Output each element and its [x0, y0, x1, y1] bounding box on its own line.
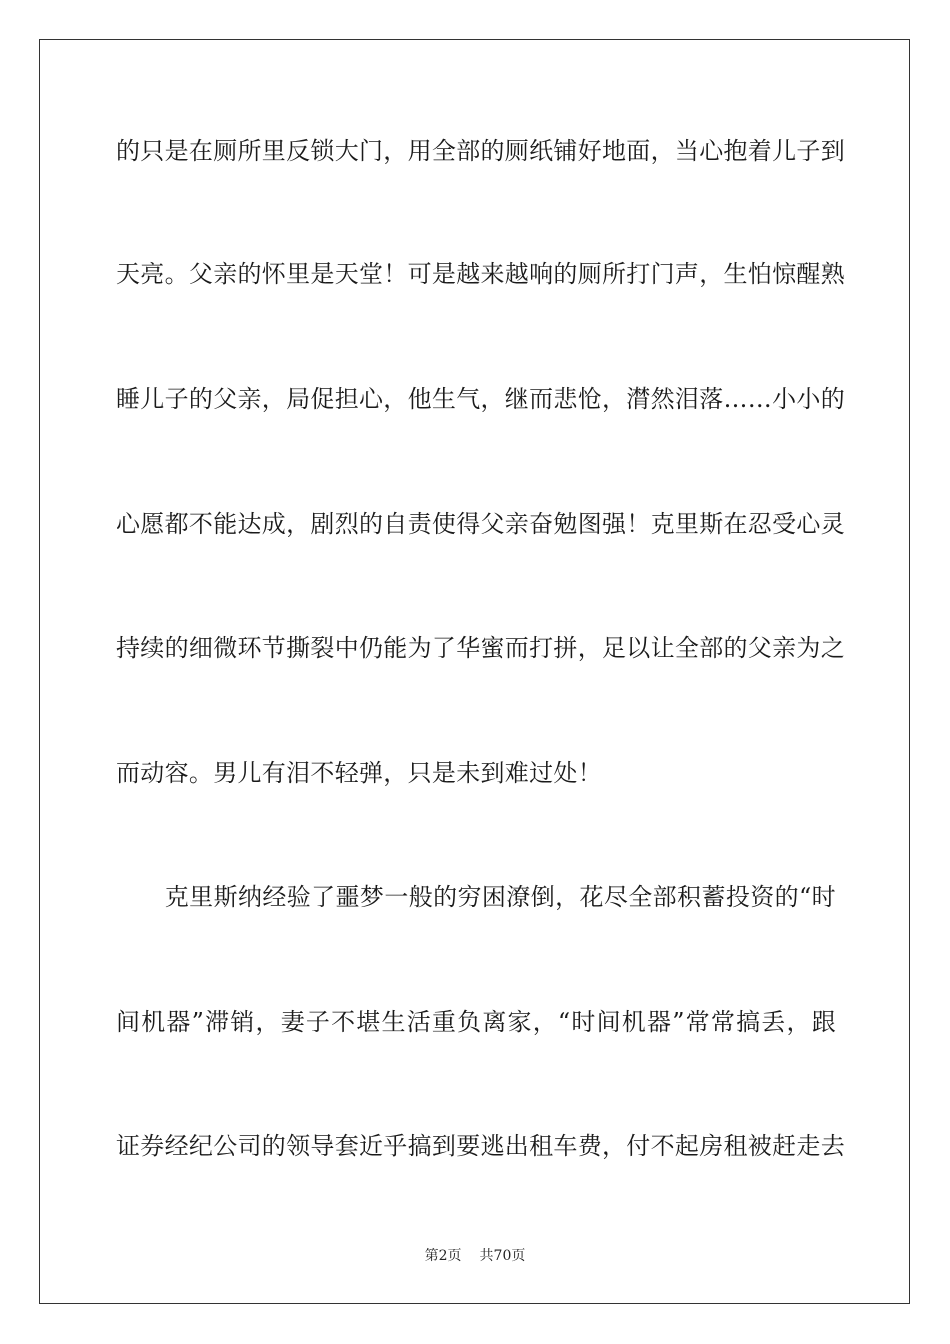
text-line: 间机器”滞销，妻子不堪生活重负离家，“时间机器”常常搞丢，跟: [116, 1008, 836, 1036]
page-number: 第2页: [424, 1248, 462, 1264]
page-border: [39, 39, 910, 1304]
text-line: 证券经纪公司的领导套近乎搞到要逃出租车费，付不起房租被赶走去: [116, 1132, 845, 1160]
page-total: 共70页: [479, 1248, 526, 1264]
text-line: 克里斯纳经验了噩梦一般的穷困潦倒，花尽全部积蓄投资的“时: [116, 883, 836, 911]
text-line: 睡儿子的父亲，局促担心，他生气，继而悲怆，潸然泪落……小小的: [116, 385, 845, 413]
text-line: 的只是在厕所里反锁大门，用全部的厕纸铺好地面，当心抱着儿子到: [116, 137, 845, 165]
text-line: 而动容。男儿有泪不轻弹，只是未到难过处！: [116, 759, 602, 787]
text-line: 持续的细微环节撕裂中仍能为了华蜜而打拼，足以让全部的父亲为之: [116, 634, 845, 662]
text-line: 天亮。父亲的怀里是天堂！可是越来越响的厕所打门声，生怕惊醒熟: [116, 260, 845, 288]
page-footer: [0, 1247, 950, 1265]
text-line: 心愿都不能达成，剧烈的自责使得父亲奋勉图强！克里斯在忍受心灵: [116, 510, 845, 538]
